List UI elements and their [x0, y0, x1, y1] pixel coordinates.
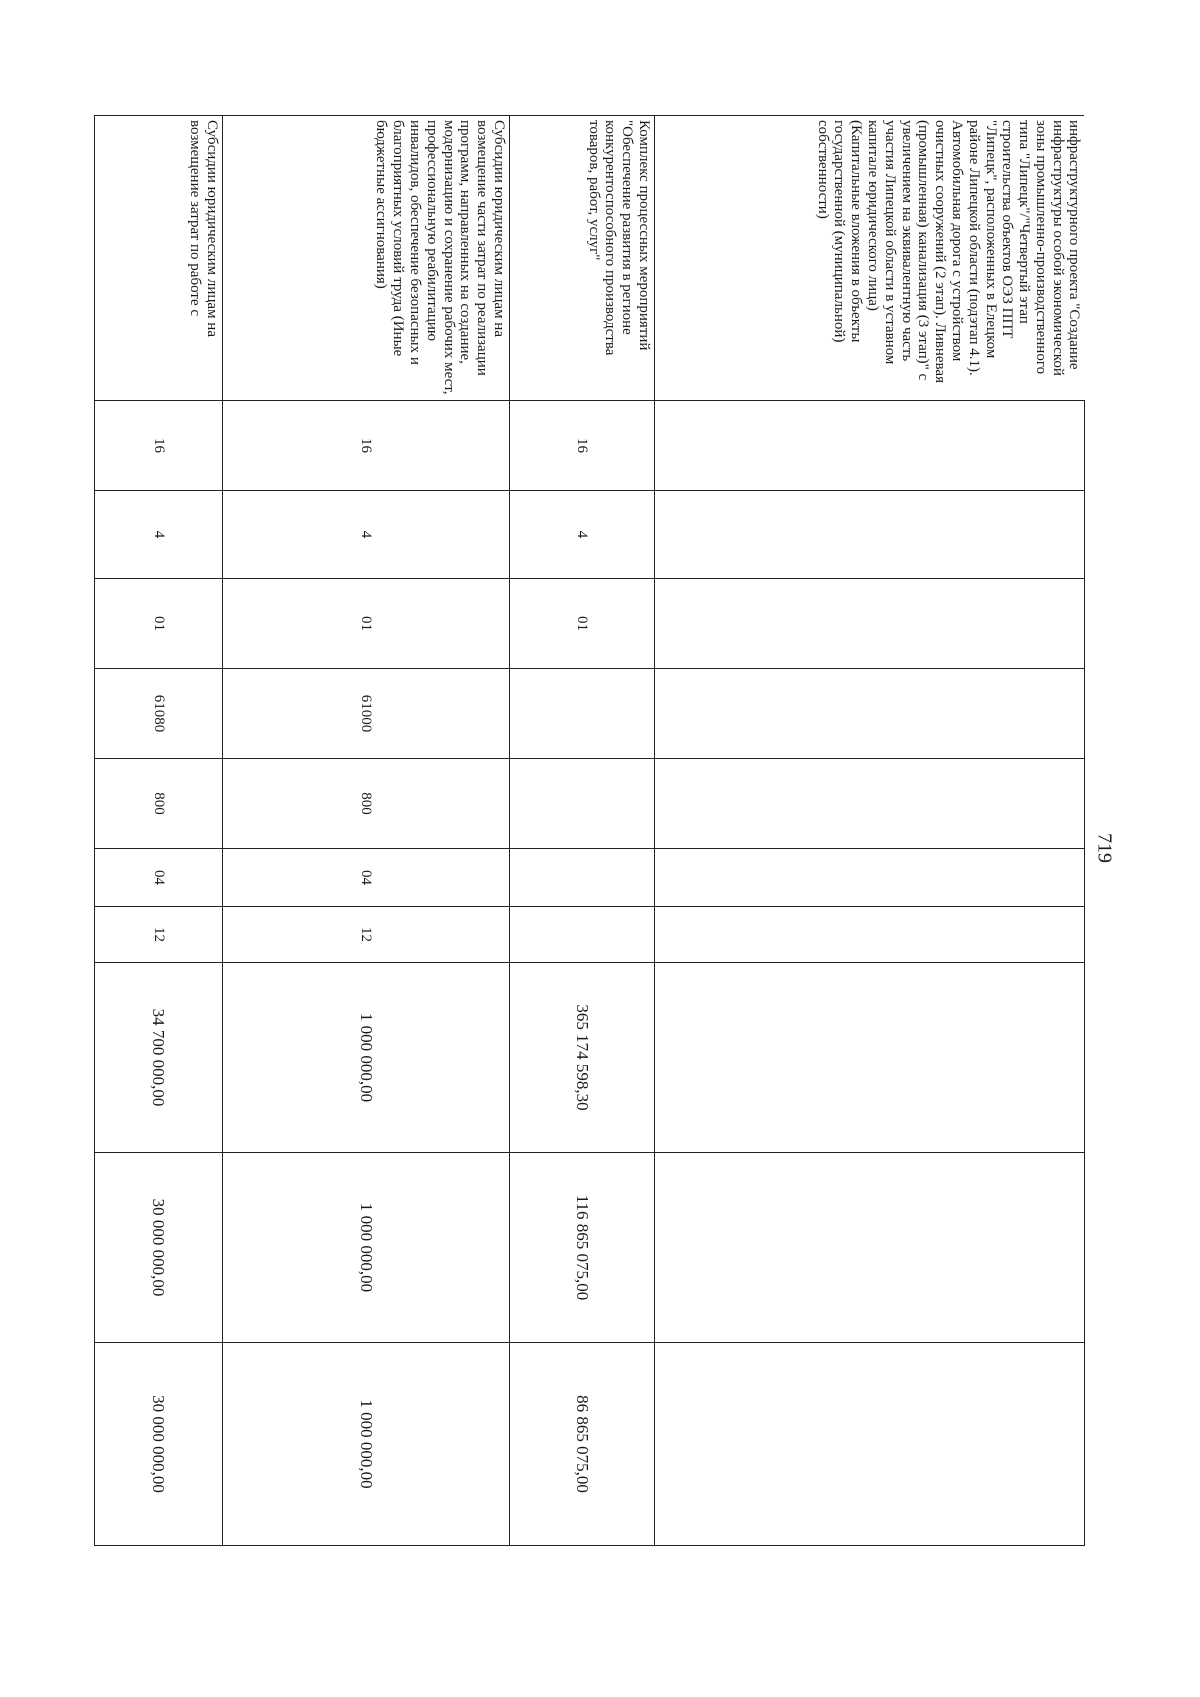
row-name: инфраструктурного проекта "Создание инфраструктуры особой экономической зоны промышленно-производственного типа "Липецк"/"Четвертый этап строительства объектов ОЭЗ ППТ "Липецк", расположенных в Елецком районе Липецкой области (подэтап 4.1). Автомобильная дорога с устройством очистных сооружений (2 этап). Ливневая (промышленная) канализация (3 этап)" с увеличением на эквивалентную часть участия Липецкой области в уставном капитале юридического лица) (Капитальные вложения в объекты государственной (муниципальной) собственности) [655, 116, 1085, 401]
cell-code-2: 4 [223, 491, 510, 579]
cell-code-4: 61080 [95, 669, 223, 759]
table-row [655, 116, 1085, 1546]
cell-code-7: 12 [95, 907, 223, 963]
cell-code-5 [655, 759, 1085, 849]
cell-code-4: 61000 [223, 669, 510, 759]
cell-code-3 [655, 579, 1085, 669]
cell-value-3: 30 000 000,00 [95, 1343, 223, 1546]
cell-code-3: 01 [223, 579, 510, 669]
cell-code-1: 16 [95, 401, 223, 491]
row-name-text: Субсидии юридическим лицам на возмещение затрат по работе с [187, 120, 220, 337]
cell-code-4 [655, 669, 1085, 759]
cell-code-5: 800 [95, 759, 223, 849]
cell-value-3 [655, 1343, 1085, 1546]
row-name: Субсидии юридическим лицам на возмещение части затрат по реализации программ, направленных на создание, модернизацию и сохранение рабочих мест, профессиональную реабилитацию инвалидов, обеспечение безопасных и благоприятных условий труда (Иные бюджетные ассигнования) [223, 116, 510, 401]
cell-code-3: 01 [510, 579, 655, 669]
table-row [95, 116, 223, 1546]
cell-value-1 [655, 963, 1085, 1153]
cell-value-1: 1 000 000,00 [223, 963, 510, 1153]
budget-table-container [95, 115, 1085, 1493]
cell-code-1 [655, 401, 1085, 491]
cell-code-7 [510, 907, 655, 963]
cell-code-1: 16 [223, 401, 510, 491]
cell-value-2 [655, 1153, 1085, 1343]
cell-value-3: 1 000 000,00 [223, 1343, 510, 1546]
cell-code-2: 4 [95, 491, 223, 579]
row-name [95, 116, 223, 401]
cell-code-5 [510, 759, 655, 849]
cell-value-2: 1 000 000,00 [223, 1153, 510, 1343]
cell-code-2: 4 [510, 491, 655, 579]
table-row [510, 116, 655, 1546]
cell-code-2 [655, 491, 1085, 579]
cell-code-3: 01 [95, 579, 223, 669]
cell-code-6 [655, 849, 1085, 907]
cell-code-4 [510, 669, 655, 759]
cell-code-6 [510, 849, 655, 907]
table-row [223, 116, 510, 1546]
cell-value-3: 86 865 075,00 [510, 1343, 655, 1546]
row-name: Комплекс процессных мероприятий "Обеспечение развития в регионе конкурентоспособного производства товаров, работ, услуг" [510, 116, 655, 401]
cell-code-7: 12 [223, 907, 510, 963]
cell-value-2: 116 865 075,00 [510, 1153, 655, 1343]
cell-code-7 [655, 907, 1085, 963]
cell-value-1: 34 700 000,00 [95, 963, 223, 1153]
budget-table [94, 115, 1085, 1546]
cell-value-1: 365 174 598,30 [510, 963, 655, 1153]
cell-code-5: 800 [223, 759, 510, 849]
page-number: 719 [1093, 833, 1116, 863]
cell-code-6: 04 [95, 849, 223, 907]
cell-code-6: 04 [223, 849, 510, 907]
cell-code-1: 16 [510, 401, 655, 491]
cell-value-2: 30 000 000,00 [95, 1153, 223, 1343]
